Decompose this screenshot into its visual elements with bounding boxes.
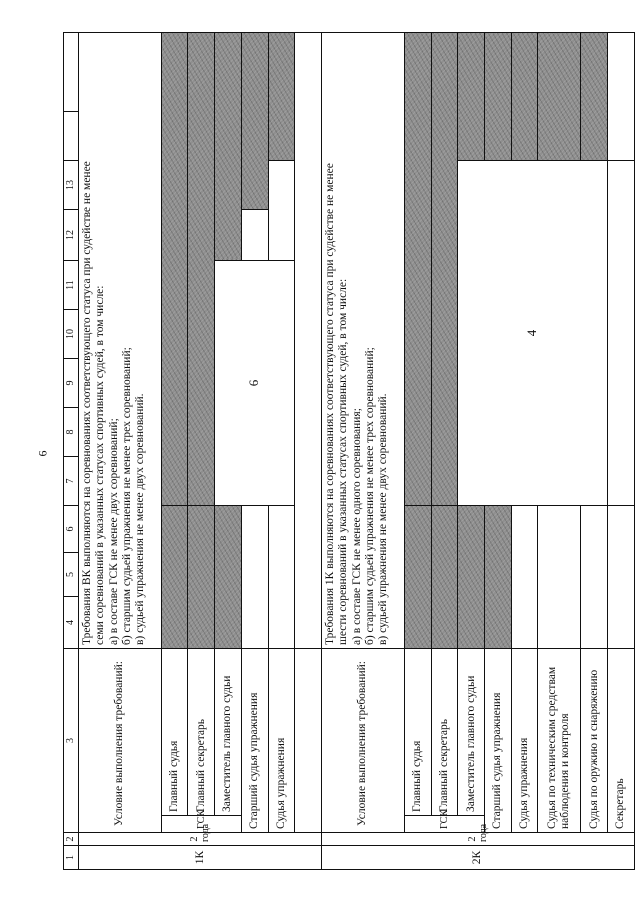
blank-2k-7	[608, 506, 635, 649]
row-1k-deputy	[215, 33, 242, 870]
period-1k: 2 года	[79, 833, 322, 846]
shade-2k-0-left	[404, 506, 431, 649]
col-num-7: 7	[64, 457, 79, 506]
row-2k-chief-judge	[404, 33, 431, 870]
row-2k-chief-secretary	[431, 33, 458, 870]
blank-1k-3	[241, 506, 268, 649]
col-num-blank	[64, 112, 79, 161]
gsk-2k: ГСК	[404, 816, 484, 833]
shade-2k-3-right	[485, 33, 512, 161]
blank-2k-7c	[608, 33, 635, 161]
spacer-1k-b	[295, 33, 322, 649]
row-2k-secretary	[608, 33, 635, 870]
column-number-row	[64, 33, 79, 870]
role-1k-1: Главный секретарь	[188, 649, 215, 816]
blank-1k-3b	[241, 210, 268, 261]
value-1k: 6	[215, 261, 295, 506]
shade-1k-3-right	[241, 33, 268, 210]
shade-1k-1-right	[188, 33, 215, 506]
role-2k-3: Старший судья упражнения	[485, 649, 512, 833]
period-2k: 2 года	[322, 833, 635, 846]
role-2k-0: Главный судья	[404, 649, 431, 816]
role-1k-4: Судья упражнения	[268, 649, 295, 833]
shade-2k-4-right	[511, 33, 538, 161]
shade-2k-0-right	[404, 33, 431, 506]
req-1k-line-4: б) старшим судьей упражнения не менее трех соревнований;	[120, 347, 133, 645]
row-1k-spacer	[295, 33, 322, 870]
category-2k: 2К	[322, 846, 635, 870]
col-num-1: 1	[64, 846, 79, 870]
blank-2k-5	[538, 506, 581, 649]
col-num-3: 3	[64, 649, 79, 833]
row-1k-chief-judge	[161, 33, 188, 870]
col-num-8: 8	[64, 408, 79, 457]
document-sheet	[63, 33, 635, 870]
req-1k-line-2: семи соревнований в указанных статусах спортивных судей, в том числе:	[94, 285, 107, 645]
req-1k-line-1: Требования ВК выполняются на соревнованиях соответствующего статуса при судействе не менее	[81, 161, 94, 645]
shade-2k-2-right	[458, 33, 485, 161]
role-2k-1: Главный секретарь	[431, 649, 458, 816]
blank-2k-4	[511, 506, 538, 649]
req-1k-line-5: в) судьей упражнения не менее двух соревнований.	[133, 393, 146, 645]
req-2k-line-2: шести соревнований в указанных статусах спортивных судей, в том числе:	[337, 278, 350, 645]
blank-1k-4	[268, 506, 295, 649]
col-num-9: 9	[64, 359, 79, 408]
blank-1k-4b	[268, 161, 295, 261]
shade-1k-4-right	[268, 33, 295, 161]
col-num-2: 2	[64, 833, 79, 846]
shade-2k-3-left	[485, 506, 512, 649]
qualification-table	[63, 32, 635, 870]
col-num-blank-2	[64, 33, 79, 112]
col-num-6: 6	[64, 506, 79, 553]
req-2k-line-5: в) судьей упражнения не менее двух соревнований.	[377, 393, 390, 645]
col-num-4: 4	[64, 597, 79, 649]
row-1k-chief-secretary	[188, 33, 215, 870]
shade-2k-2-left	[458, 506, 485, 649]
req-2k-line-1: Требования 1К выполняются на соревнованиях соответствующего статуса при судействе не менее	[324, 163, 337, 645]
shade-2k-1-right	[431, 33, 458, 506]
section-2k-header	[322, 33, 405, 870]
blank-2k-7b	[608, 161, 635, 506]
role-2k-6: Судья по оружию и снаряжению	[581, 649, 608, 833]
category-1k: 1К	[79, 846, 322, 870]
shade-1k-0-left	[161, 506, 188, 649]
shade-2k-5-right	[538, 33, 581, 161]
role-2k-2: Заместитель главного судьи	[458, 649, 485, 816]
shade-2k-6-right	[581, 33, 608, 161]
shade-1k-1-left	[188, 506, 215, 649]
rotated-table-wrapper	[63, 33, 635, 870]
section-1k-header	[79, 33, 162, 870]
row-2k-deputy	[458, 33, 485, 870]
req-1k-line-3: а) в составе ГСК не менее двух соревнований;	[107, 418, 120, 645]
shade-2k-1-left	[431, 506, 458, 649]
gsk-1k: ГСК	[161, 816, 241, 833]
role-1k-3: Старший судья упражнения	[241, 649, 268, 833]
condition-1k: Условие выполнения требований:	[79, 649, 162, 833]
req-2k-line-3: а) в составе ГСК не менее одного соревнования;	[350, 408, 363, 645]
col-num-5: 5	[64, 553, 79, 597]
value-2k: 4	[458, 161, 608, 506]
condition-2k: Условие выполнения требований:	[322, 649, 405, 833]
col-num-12: 12	[64, 210, 79, 261]
requirements-1k	[79, 33, 162, 649]
role-2k-5: Судья по техническим средствам наблюдения и контроля	[538, 649, 581, 833]
col-num-10: 10	[64, 310, 79, 359]
requirements-2k	[322, 33, 405, 649]
role-2k-7: Секретарь	[608, 649, 635, 833]
col-num-11: 11	[64, 261, 79, 310]
shade-1k-2-left	[215, 506, 242, 649]
shade-1k-2-right	[215, 33, 242, 261]
spacer-1k	[295, 649, 322, 833]
shade-1k-0-right	[161, 33, 188, 506]
page-number: 6	[35, 450, 50, 457]
role-1k-2: Заместитель главного судьи	[215, 649, 242, 816]
col-num-13: 13	[64, 161, 79, 210]
req-2k-line-4: б) старшим судьей упражнения не менее трех соревнований;	[363, 347, 376, 645]
role-2k-4: Судья упражнения	[511, 649, 538, 833]
role-1k-0: Главный судья	[161, 649, 188, 816]
blank-2k-6	[581, 506, 608, 649]
